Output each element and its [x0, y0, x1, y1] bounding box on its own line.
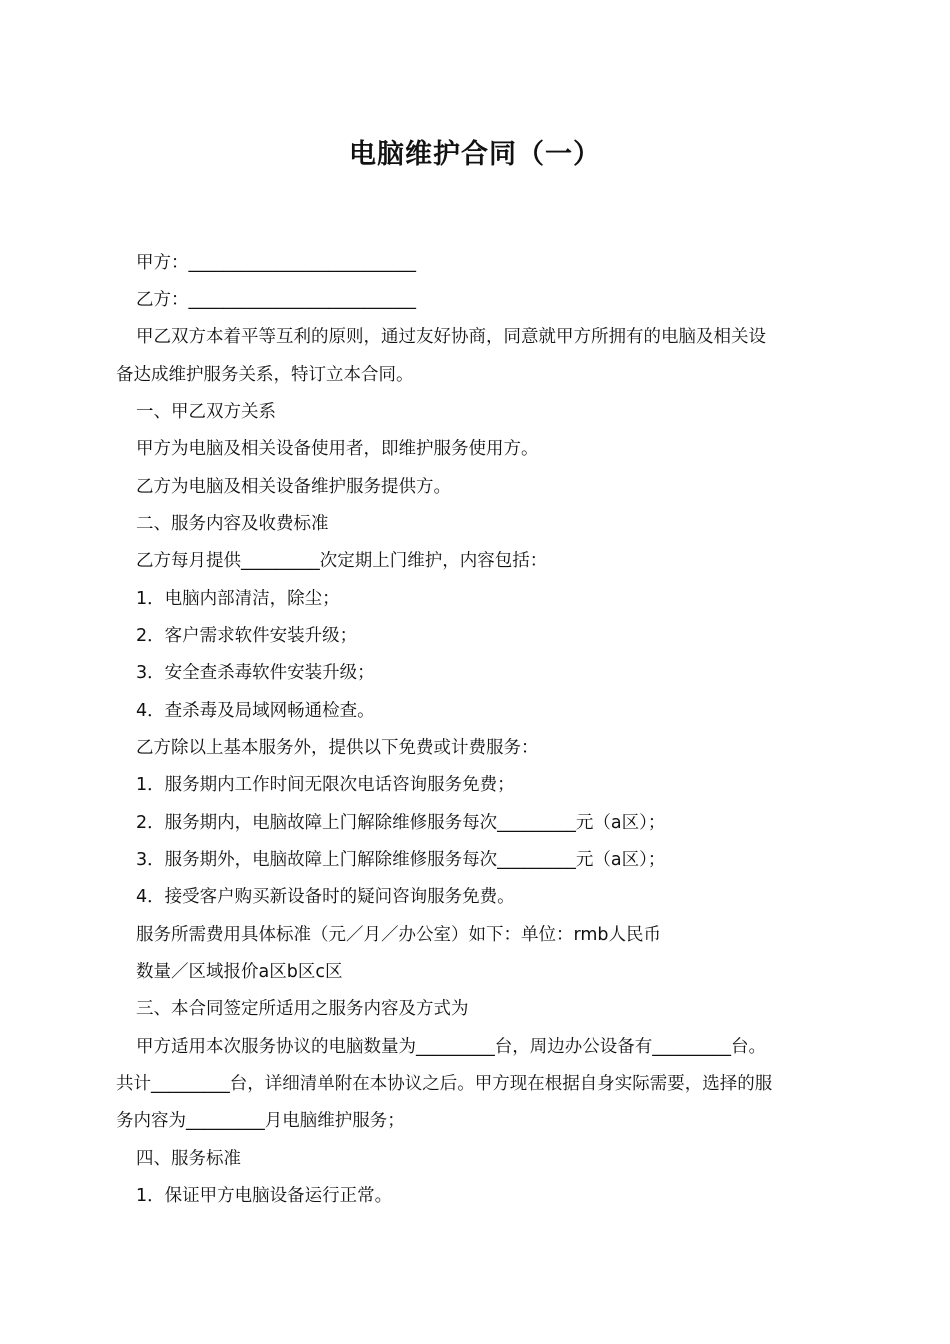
- paragraph-line: 甲方为电脑及相关设备使用者，即维护服务使用方。: [136, 439, 539, 459]
- party-a-line: 甲方：__________________________: [136, 253, 416, 273]
- list-item: 4．接受客户购买新设备时的疑问咨询服务免费。: [136, 887, 515, 907]
- list-item: 3．安全查杀毒软件安装升级；: [136, 663, 375, 683]
- paragraph-line: 乙方为电脑及相关设备维护服务提供方。: [136, 477, 451, 497]
- section-heading-2: 二、服务内容及收费标准: [136, 514, 329, 534]
- section-heading-3: 三、本合同签定所适用之服务内容及方式为: [136, 999, 469, 1019]
- paragraph-line: 务内容为_________月电脑维护服务；: [116, 1111, 405, 1131]
- list-item: 2．服务期内，电脑故障上门解除维修服务每次_________元（a区）；: [136, 813, 666, 833]
- list-item: 2．客户需求软件安装升级；: [136, 626, 358, 646]
- list-item: 1．服务期内工作时间无限次电话咨询服务免费；: [136, 775, 515, 795]
- paragraph-line: 乙方除以上基本服务外，提供以下免费或计费服务：: [136, 738, 539, 758]
- party-b-line: 乙方：__________________________: [136, 290, 416, 310]
- preamble-line-1: 甲乙双方本着平等互利的原则，通过友好协商，同意就甲方所拥有的电脑及相关设: [136, 327, 766, 347]
- paragraph-line: 共计_________台，详细清单附在本协议之后。甲方现在根据自身实际需要，选择的服: [116, 1074, 773, 1094]
- paragraph-line: 乙方每月提供_________次定期上门维护，内容包括：: [136, 551, 548, 571]
- paragraph-line: 服务所需费用具体标准（元／月／办公室）如下：单位：rmb人民币: [136, 925, 662, 945]
- list-item: 3．服务期外，电脑故障上门解除维修服务每次_________元（a区）；: [136, 850, 666, 870]
- paragraph-line: 甲方适用本次服务协议的电脑数量为_________台，周边办公设备有_________台。: [136, 1037, 766, 1057]
- section-heading-1: 一、甲乙双方关系: [136, 402, 276, 422]
- paragraph-line: 数量／区域报价a区b区c区: [136, 962, 343, 982]
- list-item: 1．电脑内部清洁，除尘；: [136, 589, 340, 609]
- section-heading-4: 四、服务标准: [136, 1149, 241, 1169]
- list-item: 1．保证甲方电脑设备运行正常。: [136, 1186, 393, 1206]
- preamble-line-2: 备达成维护服务关系，特订立本合同。: [116, 365, 414, 385]
- document-title: 电脑维护合同（一）: [349, 139, 601, 170]
- list-item: 4．查杀毒及局域网畅通检查。: [136, 701, 375, 721]
